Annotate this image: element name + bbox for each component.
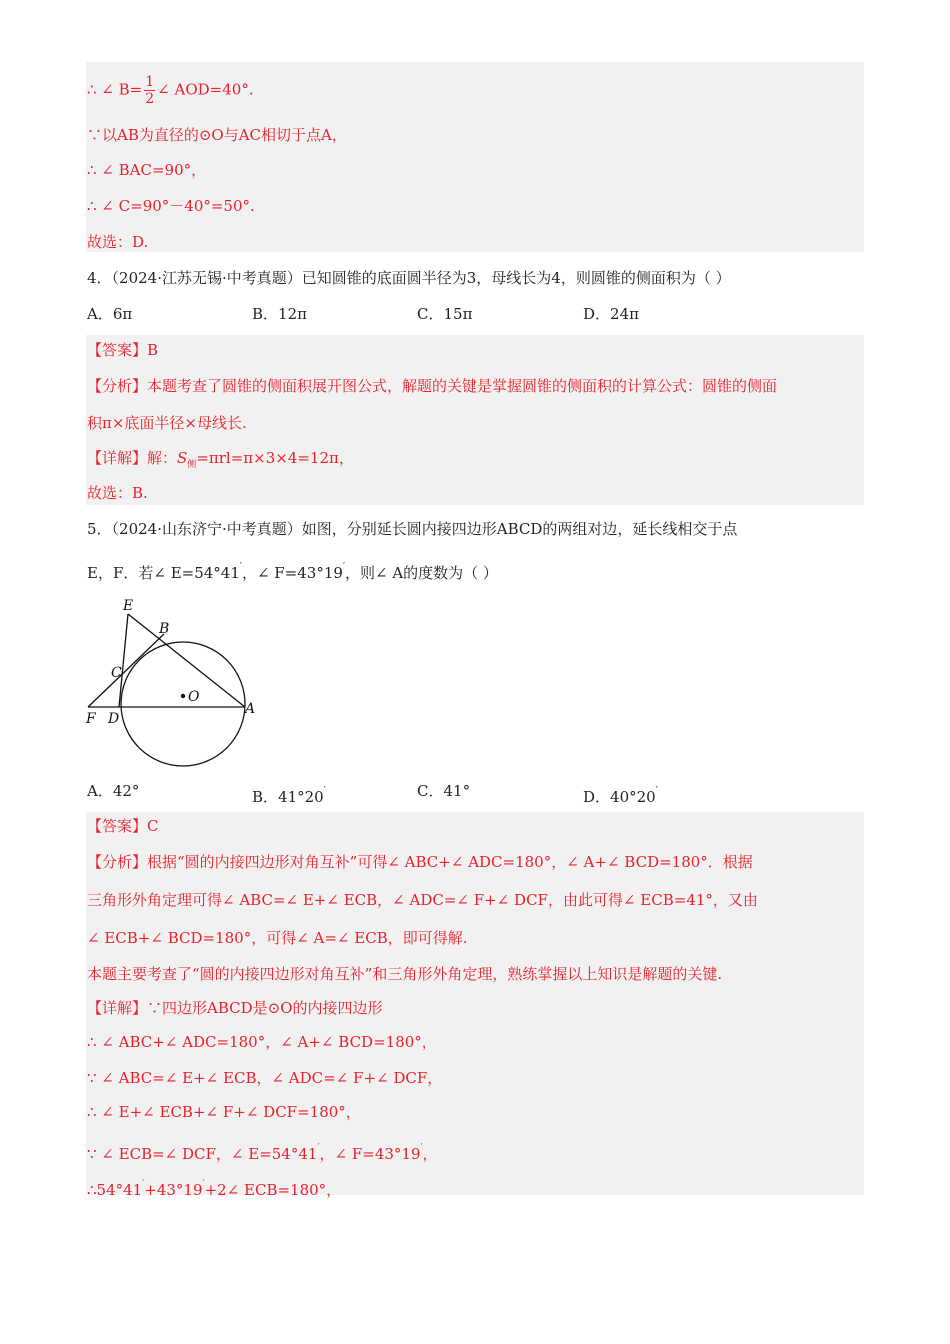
prime-mark: ′	[323, 786, 326, 796]
prime-mark: ′	[142, 1179, 145, 1189]
fraction-half	[144, 74, 155, 107]
prime-mark: ′	[239, 562, 242, 572]
q4-analysis-1: 【分析】本题考查了圆锥的侧面积展开图公式，解题的关键是掌握圆锥的侧面积的计算公式：圆锥的侧面	[87, 377, 778, 395]
prime-mark: ′	[342, 562, 345, 572]
q5-detail-6c: +2∠ ECB=180°，	[204, 1181, 342, 1199]
label-o: O	[188, 689, 200, 705]
q4-option-d: D．24π	[583, 305, 639, 323]
q3-step-4: ∴ ∠ C=90°－40°=50°.	[87, 197, 255, 215]
q4-choice: 故选：B.	[87, 484, 148, 502]
label-f: F	[86, 711, 96, 727]
q5-stem-2a: E，F．若∠ E=54°41	[87, 564, 240, 582]
q4-stem: 4．（2024·江苏无锡·中考真题）已知圆锥的底面圆半径为3，母线长为4，则圆锥的侧面积为（ ）	[87, 269, 731, 287]
line-ed	[119, 614, 128, 707]
q5-option-c: C．41°	[417, 782, 471, 800]
q3-step-1	[87, 74, 254, 107]
q5-detail-4: ∴ ∠ E+∠ ECB+∠ F+∠ DCF=180°，	[87, 1103, 361, 1121]
q5-detail-6a: ∴54°41	[87, 1181, 143, 1199]
q5-detail-label: 【详解】	[87, 999, 148, 1017]
q4-option-c: C．15π	[417, 305, 473, 323]
q4-detail-sub: 侧	[187, 460, 197, 470]
q5-option-a: A．42°	[87, 782, 140, 800]
q3-choice: 故选：D.	[87, 233, 149, 251]
label-e: E	[123, 598, 134, 614]
q4-analysis-2: 积π×底面半径×母线长.	[87, 414, 247, 432]
prime-mark: ′	[420, 1143, 423, 1153]
label-b: B	[159, 621, 170, 637]
q3-step-1-tail: ∠ AOD=40°.	[157, 80, 254, 99]
q4-detail-formula: =πrl=π×3×4=12π，	[196, 449, 354, 467]
q5-analysis-4: 本题主要考查了“圆的内接四边形对角互补”和三角形外角定理，熟练掌握以上知识是解题的关键.	[87, 965, 723, 983]
fraction-denominator: 2	[145, 91, 155, 107]
q5-detail-2: ∴ ∠ ABC+∠ ADC=180°，∠ A+∠ BCD=180°，	[87, 1033, 437, 1051]
q4-option-b: B．12π	[252, 305, 307, 323]
label-a: A	[245, 701, 256, 717]
q5-option-b-text: B．41°20	[252, 788, 324, 806]
q5-detail-5: ∵ ∠ ECB=∠ DCF，∠ E=54°41′，∠ F=43°19′，	[87, 1143, 438, 1163]
q5-stem-1: 5．（2024·山东济宁·中考真题）如图，分别延长圆内接四边形ABCD的两组对边，延长线相交于点	[87, 520, 738, 538]
q5-geometry-figure	[80, 595, 270, 770]
q5-detail-1-text: ∵四边形ABCD是⊙O的内接四边形	[147, 999, 383, 1017]
label-c: C	[111, 665, 122, 681]
q5-detail-3: ∵ ∠ ABC=∠ E+∠ ECB，∠ ADC=∠ F+∠ DCF，	[87, 1069, 443, 1087]
prime-mark: ′	[317, 1143, 320, 1153]
q4-detail-label: 【详解】解：	[87, 449, 178, 467]
q5-detail-6	[87, 1174, 341, 1200]
circle-o	[121, 642, 245, 766]
q4-option-a: A．6π	[87, 305, 133, 323]
q3-step-3: ∴ ∠ BAC=90°，	[87, 161, 207, 179]
q5-analysis-3: ∠ ECB+∠ BCD=180°，可得∠ A=∠ ECB，即可得解.	[87, 929, 468, 947]
q5-detail-1	[87, 998, 383, 1018]
prime-mark: ′	[202, 1179, 205, 1189]
q4-detail-s: S	[177, 449, 188, 467]
q5-analysis-2: 三角形外角定理可得∠ ABC=∠ E+∠ ECB，∠ ADC=∠ F+∠ DCF，由此可得∠ ECB=41°，又由	[87, 891, 758, 909]
center-dot	[181, 694, 185, 698]
q5-option-b	[252, 781, 326, 807]
q3-step-2: ∵以AB为直径的⊙O与AC相切于点A，	[87, 126, 347, 144]
q5-detail-5a: ∵ ∠ ECB=∠ DCF，∠ E=54°41	[87, 1145, 318, 1163]
prime-mark: ′	[655, 786, 658, 796]
q5-stem-2b: ，∠ F=43°19	[241, 564, 343, 582]
line-fb	[88, 634, 164, 707]
q5-detail-6b: +43°19	[144, 1181, 203, 1199]
q5-stem-2c: ，则∠ A的度数为（ ）	[344, 564, 498, 582]
q5-answer: 【答案】C	[87, 817, 159, 835]
q5-option-d	[583, 781, 658, 807]
q5-option-d-text: D．40°20	[583, 788, 656, 806]
q5-analysis-1: 【分析】根据“圆的内接四边形对角互补”可得∠ ABC+∠ ADC=180°，∠ A+∠ BCD=180°．根据	[87, 853, 753, 871]
fraction-numerator: 1	[145, 74, 155, 90]
q5-detail-5b: ，∠ F=43°19	[319, 1145, 421, 1163]
q4-answer: 【答案】B	[87, 341, 159, 359]
q4-detail	[87, 448, 354, 475]
q5-stem-2	[87, 557, 498, 583]
q3-step-1-head: ∴ ∠ B=	[87, 80, 143, 99]
label-d: D	[108, 711, 120, 727]
